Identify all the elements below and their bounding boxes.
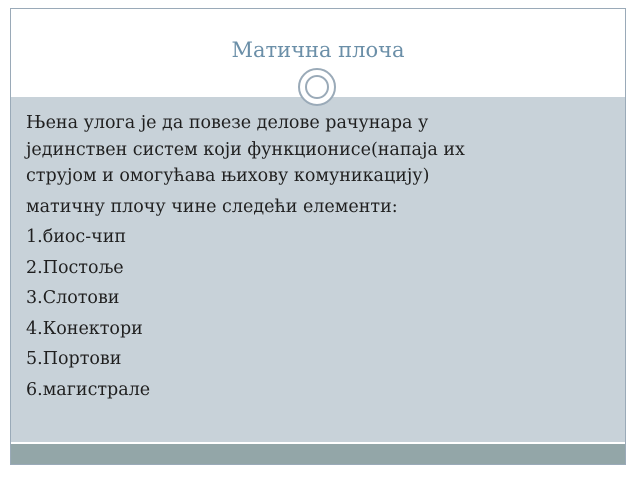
- list-item: 2.Постоље: [26, 257, 124, 278]
- text-line: струјом и омогућава њихову комуникацију): [26, 166, 430, 186]
- list-item: 4.Конектори: [26, 318, 143, 339]
- text-line: јединствен систем који функционисе(напаја их: [26, 139, 465, 160]
- slide-title: Матична плоча: [231, 38, 405, 62]
- list-item: 3.Слотови: [26, 288, 120, 308]
- text-line: Њена улога је да повезе делове рачунара у: [26, 113, 429, 133]
- text-line: матичну плочу чине следећи елементи:: [26, 196, 398, 217]
- circle-ornament: [298, 68, 336, 106]
- bottom-bar: [11, 444, 625, 464]
- list-item: 5.Портови: [26, 349, 122, 369]
- list-item: 1.биос-чип: [26, 227, 127, 247]
- content-lines: [26, 110, 606, 403]
- circle-ornament-inner: [305, 75, 329, 99]
- list-item: 6.магистрале: [26, 379, 151, 400]
